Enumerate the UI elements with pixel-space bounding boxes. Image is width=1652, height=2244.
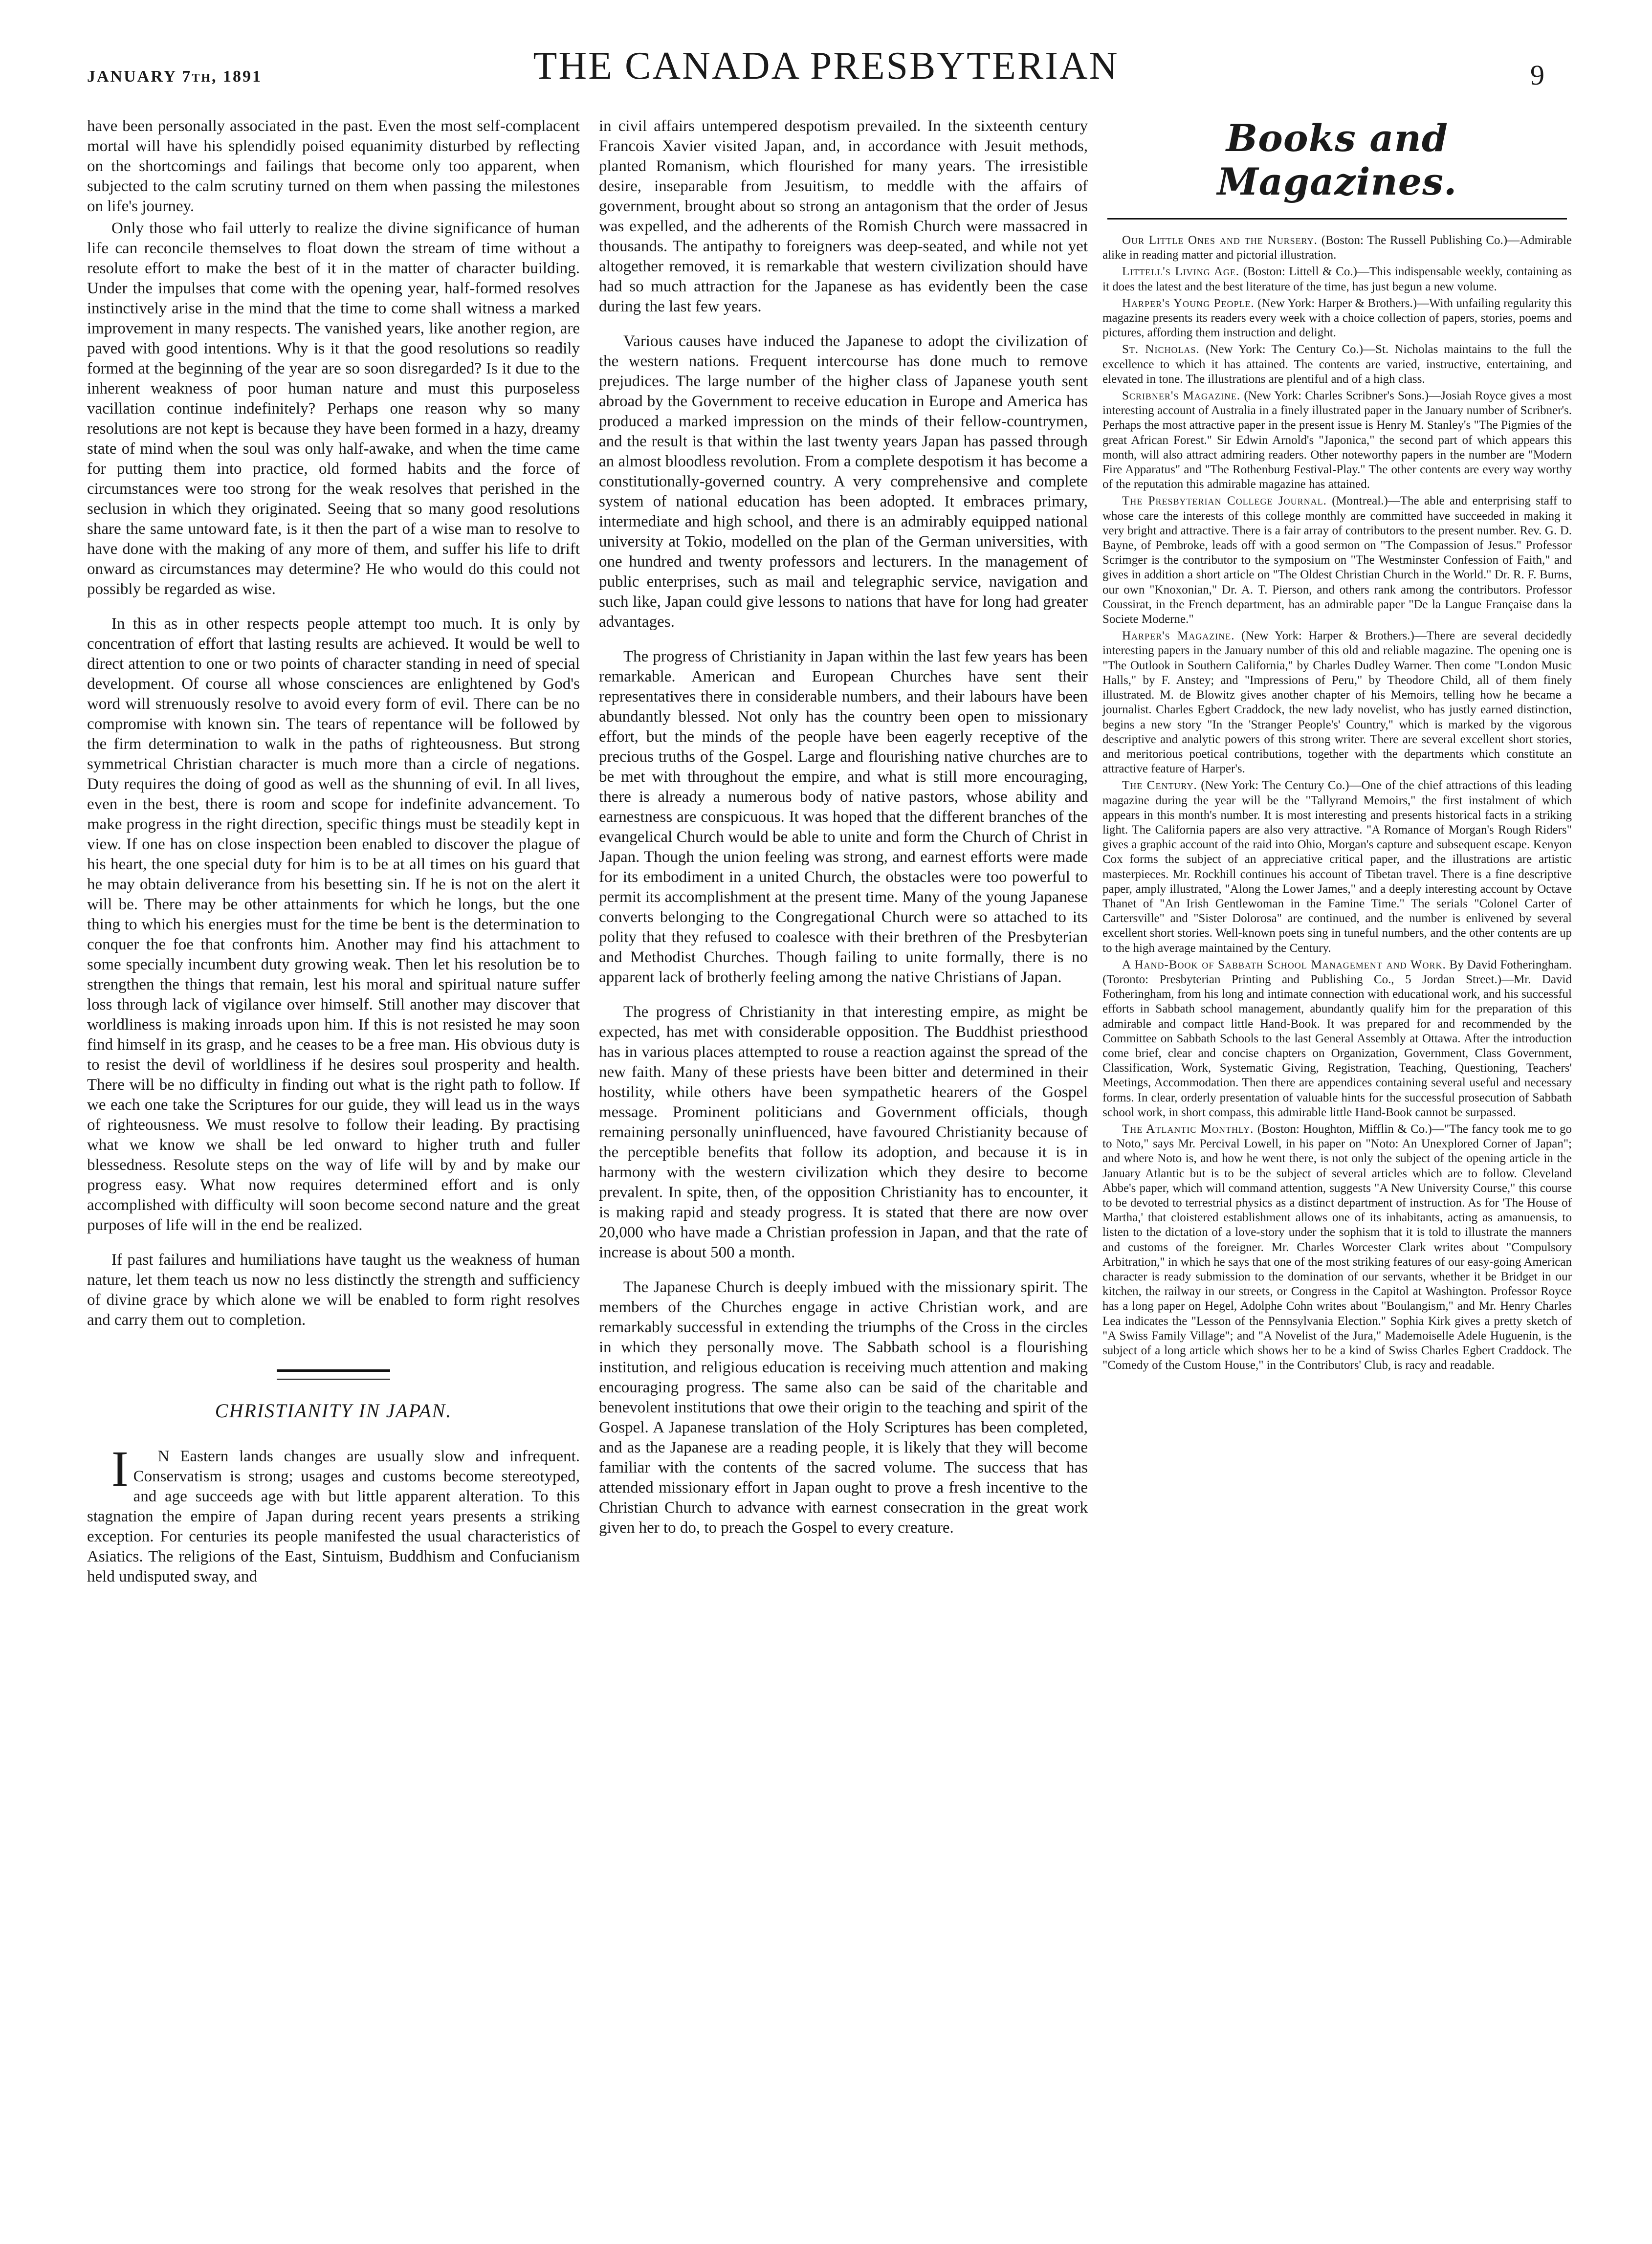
review-body: By David Fotheringham. (Toronto: Presbyterian Printing and Publishing Co., 5 Jordan Street.)—Mr. David Fotheringham, from his long and intimate connection with educational work, and his successful efforts in Sabbath school management, abundantly qualify him for the preparation of this admirable and compact little Hand-Book. It was prepared for and recommended by the Committee on Sabbath Schools to the last General Assembly at Ottawa. After the introduction come brief, clear and concise chapters on Organization, Government, Class Government, Classification, Work, Systematic Giving, Registration, Teaching, Questioning, Teachers' Meetings, Accommodation. Then there are appendices containing several useful and necessary forms. In clear, orderly presentation of valuable hints for the successful prosecution of Sabbath school work, in short compass, this admirable little Hand-Book cannot be surpassed. xyxy=(1102,958,1572,1119)
title-rule xyxy=(1107,218,1567,220)
review-entry xyxy=(1102,233,1572,263)
review-entry xyxy=(1102,494,1572,627)
column-2 xyxy=(599,116,1088,1540)
paragraph: In this as in other respects people attempt too much. It is only by concentration of effort that lasting results are achieved. It would be well to direct attention to one or two points of character standing in need of special development. Of course all whose consciences are enlightened by God's word will strenuously resolve to avoid every form of evil. There can be no compromise with known sin. The tears of repentance will be followed by the firm determination to walk in the paths of righteousness. But strong symmetrical Christian character is much more than a circle of negations. Duty requires the doing of good as well as the shunning of evil. In all lives, even in the best, there is room and scope for indefinite advancement. To make progress in the right direction, specific things must be steadily kept in view. If one has on close inspection been enabled to discover the plague of his heart, the one special duty for him is to be at all times on his guard that he may obtain deliverance from his besetting sin. If he is not on the alert it will be. There may be other attainments for which he longs, but the one thing to which his energies must for the time be bent is the determination to conquer the foe that confronts him. Another may find his attachment to some specially incumbent duty growing weak. Then let his resolution be to strengthen the things that remain, lest his moral and spiritual nature suffer loss through lack of vigilance over himself. Still another may discover that worldliness is making inroads upon him. If this is not resisted he may soon find himself in its grasp, and he ceases to be a free man. His obvious duty is to resist the devil of worldliness if he desires soul prosperity and health. There will be no difficulty in finding out what is the right path to follow. If we each one take the Scriptures for our guide, they will lead us in the ways of righteousness. We must resolve to follow their leading. By practising what we know we shall be led onward to higher truth and fuller blessedness. Resolute steps on the way of life will by and by make our progress easy. What now requires determined effort and is only accomplished with difficulty will soon become second nature and the great purposes of life will in the end be realized. xyxy=(87,615,580,1234)
review-entry xyxy=(1102,389,1572,492)
review-head: The Presbyterian College Journal. xyxy=(1122,494,1327,508)
review-head: Scribner's Magazine. xyxy=(1122,389,1241,403)
review-body: (Boston: The Russell Publishing Co.)—Admirable alike in reading matter and pictorial illustration. xyxy=(1102,234,1572,262)
review-body: (Boston: Littell & Co.)—This indispensable weekly, containing as it does the latest and the best literature of the time, has just begun a new volume. xyxy=(1102,265,1572,293)
review-entry xyxy=(1102,629,1572,776)
article-opening xyxy=(87,1441,580,1587)
review-head: The Atlantic Monthly. xyxy=(1122,1122,1254,1136)
section-divider xyxy=(277,1369,390,1380)
column-3 xyxy=(1102,116,1572,1375)
review-head: The Century. xyxy=(1122,779,1197,792)
page-header xyxy=(0,44,1652,103)
paragraph: Various causes have induced the Japanese to adopt the civilization of the western nations. Frequent intercourse has done much to remove prejudices. The large number of the higher class of Japanese youth sent abroad by the Government to receive education in Europe and America has produced a marked impression on the minds of their fellow-countrymen, and the result is that within the last twenty years Japan has passed through an almost bloodless revolution. From a complete despotism it has become a constitutionally-governed country. A very comprehensive and complete system of national education has been adopted. It embraces primary, intermediate and high school, and there is an admirably equipped national university at Tokio, modelled on the plan of the German universities, with one hundred and twenty professors and lecturers. In the management of public enterprises, such as mail and telegraphic service, navigation and such like, Japan could give lessons to nations that have for long had greater advantages. xyxy=(599,332,1088,631)
review-body: (New York: The Century Co.)—St. Nicholas maintains to the full the excellence to which it has attained. The contents are varied, instructive, entertaining, and elevated in tone. The illustrations are plentiful and of a high class. xyxy=(1102,343,1572,386)
review-body: (New York: Harper & Brothers.)—There are several decidedly interesting papers in the January number of this old and reliable magazine. The opening one is "The Outlook in Southern California," by Charles Dudley Warner. Then come "London Music Halls," by F. Anstey; and "Impressions of Peru," by Theodore Child, all of them finely illustrated. M. de Blowitz gives another chapter of his Memoirs, telling how he became a journalist. Charles Egbert Craddock, the new lady novelist, who has justly earned distinction, begins a new story "In the 'Stranger People's' Country," which is marked by the vigorous descriptive and analytic powers of this strong writer. There are several excellent short stories, and meritorious poetical contributions, together with the departments which constitute an attractive feature of Harper's. xyxy=(1102,629,1572,776)
page-number: 9 xyxy=(1530,59,1544,91)
opening-text: N Eastern lands changes are usually slow and infrequent. Conservatism is strong; usages and customs become stereotyped, and age succeeds age with but little apparent alteration. To this stagnation the empire of Japan during recent years presents a striking exception. For centuries its people manifested the usual characteristics of Asiatics. The religions of the East, Sintuism, Buddhism and Confucianism held undisputed sway, and xyxy=(87,1448,580,1585)
paragraph: If past failures and humiliations have taught us the weakness of human nature, let them teach us now no less distinctly the strength and sufficiency of divine grace by which alone we will be enabled to form right resolves and carry them out to completion. xyxy=(87,1251,580,1329)
review-head: St. Nicholas. xyxy=(1122,343,1200,356)
paragraph: in civil affairs untempered despotism prevailed. In the sixteenth century Francois Xavier visited Japan, and, in accordance with Jesuit methods, planted Romanism, which flourished for many years. The irresistible desire, inseparable from Jesuitism, to meddle with the affairs of government, brought about so strong an antagonism that the order of Jesus was expelled, and the adherents of the Romish Church were massacred in thousands. The antipathy to foreigners was deep-seated, and while not yet altogether removed, it is remarkable that western civilization should have had so much attraction for the Japanese as has evidently been the case during the last few years. xyxy=(599,117,1088,315)
review-head: Harper's Magazine. xyxy=(1122,629,1235,643)
review-head: Our Little Ones and the Nursery. xyxy=(1122,234,1318,247)
review-head: A Hand-Book of Sabbath School Management and Work. xyxy=(1122,958,1446,971)
review-entry xyxy=(1102,342,1572,387)
paragraph: The progress of Christianity in Japan within the last few years has been remarkable. American and European Churches have sent their representatives there in considerable numbers, and their labours have been abundantly blessed. Not only has the country been open to missionary effort, but the minds of the people have been eagerly receptive of the precious truths of the Gospel. Large and flourishing native churches are to be met with throughout the empire, and what is still more encouraging, there is already a numerous body of native pastors, whose ability and earnestness are conspicuous. It was hoped that the different branches of the evangelical Church would be able to unite and form the Church of Christ in Japan. Though the union feeling was strong, and earnest efforts were made for its embodiment in a united Church, the obstacles were too powerful to permit its accomplishment at the present time. Many of the young Japanese converts belonging to the Congregational Church were so attached to its polity that they refused to coalesce with their brethren of the Presbyterian and Methodist Churches. Though failing to unite formally, there is no apparent lack of brotherly feeling among the native Christians of Japan. xyxy=(599,648,1088,986)
masthead-title: THE CANADA PRESBYTERIAN xyxy=(533,44,1119,88)
paragraph: Only those who fail utterly to realize the divine significance of human life can reconcile themselves to float down the stream of time without a resolute effort to make the best of it in the matter of character building. Under the impulses that come with the opening year, half-formed resolves instinctively arise in the mind that the time to come shall witness a marked improvement in many respects. The vanished years, like another region, are paved with good intentions. Why is it that the good resolutions so readily formed at the beginning of the year are so soon disregarded? Is it due to the inherent weakness of poor human nature and must this purposeless vacillation continue indefinitely? Perhaps one reason why so many resolutions are not kept is because they have been formed in a hazy, dreamy state of mind when the soul was only half-awake, and when the time came for putting them into practice, old formed habits and the force of circumstances were too strong for the weak resolves that perished in the seclusion in which they originated. Seeing that so many good resolutions share the same untoward fate, is it then the part of a wise man to resolve to have done with the making of any more of them, and suffer his life to drift onward as circumstances may determine? He who would do this could not possibly be regarded as wise. xyxy=(87,220,580,598)
review-body: (New York: The Century Co.)—One of the chief attractions of this leading magazine during the year will be the "Tallyrand Memoirs," the first instalment of which appears in this month's number. It is most interesting and presents historical facts in a striking light. The California papers are also very attractive. "A Romance of Morgan's Rough Riders" gives a graphic account of the raid into Ohio, Morgan's capture and subsequent escape. Kenyon Cox forms the subject of an appreciative critical paper, and the illustrations are artistic masterpieces. Mr. Rockhill continues his account of Tibetan travel. There is a fine descriptive paper, amply illustrated, "Along the Lower James," and a deeply interesting account by Octave Thanet of "An Irish Gentlewoman in the Famine Time." The serials "Colonel Carter of Cartersville" and "Sister Dolorosa" are continued, and the number is enlivened by several excellent short stories. Well-known poets sing in tuneful numbers, and the other contents are up to the high average maintained by the Century. xyxy=(1102,779,1572,955)
section-title: CHRISTIANITY IN JAPAN. xyxy=(215,1400,452,1422)
review-head: Littell's Living Age. xyxy=(1122,265,1240,279)
review-entry xyxy=(1102,296,1572,341)
reviews-list xyxy=(1102,233,1572,1373)
review-head: Harper's Young People. xyxy=(1122,296,1255,310)
review-entry xyxy=(1102,958,1572,1120)
paragraph: The Japanese Church is deeply imbued with the missionary spirit. The members of the Churches engage in active Christian work, and are remarkably successful in extending the triumphs of the Cross in the circles in which they personally move. The Sabbath school is a flourishing institution, and religious education is receiving much attention and making encouraging progress. The same also can be said of the charitable and benevolent institutions that owe their origin to the teaching and spirit of the Gospel. A Japanese translation of the Holy Scriptures has been completed, and as the Japanese are a reading people, it is likely that they will become familiar with the contents of the sacred volume. The success that has attended missionary effort in Japan ought to prove a fresh incentive to the Christian Church to advance with earnest consecration in the great work given her to do, to preach the Gospel to every creature. xyxy=(599,1278,1088,1537)
review-entry xyxy=(1102,778,1572,955)
review-entry xyxy=(1102,1122,1572,1373)
drop-cap: I xyxy=(111,1441,129,1497)
review-body: (Montreal.)—The able and enterprising staff to whose care the interests of this college monthly are committed have succeeded in making it very bright and attractive. There is a fair array of contributors to the present number. Rev. G. D. Bayne, of Pembroke, leads off with a good sermon on "The Compassion of Jesus." Professor Scrimger is the contributor to the symposium on "The Westminster Confession of Faith," and gives in addition a short article on "The Oldest Christian Church in the World." Dr. R. F. Burns, our own "Knoxonian," Dr. A. T. Pierson, and others rank among the contributors. Professor Coussirat, in the French department, has an admirable paper "De la Langue Française dans la Societe Moderne." xyxy=(1102,494,1572,626)
column-1 xyxy=(87,116,580,1589)
review-body: (Boston: Houghton, Mifflin & Co.)—"The fancy took me to go to Noto," says Mr. Percival Lowell, in his paper on "Noto: An Unexplored Corner of Japan"; and where Noto is, and how he went there, is not only the subject of the opening article in the January Atlantic but is to be the subject of several articles which are to follow. Cleveland Abbe's paper, which will command attention, suggests "A New University Course," this course to be devoted to terrestrial physics as a distinct department of instruction. As for 'The House of Martha,' that cloistered establishment allows one of its inhabitants, acting as amanuensis, to listen to the dictation of a love-story under the sophism that it is told to illustrate the manners and customs of the foreigner. Mr. Charles Worcester Clark writes about "Compulsory Arbitration," in which he says that one of the most striking features of our easy-going American character is ready submission to the domination of our servants, whether it be Bridget in our kitchen, the railway in our streets, or Congress in the Capitol at Washington. Professor Royce has a long paper on Hegel, Adolphe Cohn writes about "Boulangism," and Mr. Henry Charles Lea indicates the "Lesson of the Pennsylvania Election." Sophia Kirk gives a pretty sketch of "A Swiss Family Village"; and "A Novelist of the Jura," Mademoiselle Adele Huguenin, is the subject of a long article which shows her to be a kind of Swiss Charles Egbert Craddock. The "Comedy of the Custom House," in the Contributors' Club, is racy and readable. xyxy=(1102,1122,1572,1372)
paragraph: The progress of Christianity in that interesting empire, as might be expected, has met with considerable opposition. The Buddhist priesthood has in various places attempted to rouse a reaction against the spread of the new faith. Many of these priests have been bitter and determined in their hostility, while others have been sympathetic hearers of the Gospel message. Prominent politicians and Government officials, though remaining personally uninfluenced, have favoured Christianity because of the perceptible benefits that follow its adoption, and because it is in harmony with the western civilization which they desire to become prevalent. In spite, then, of the opposition Christianity has to encounter, it is making rapid and steady progress. It is stated that there are now over 20,000 who have made a Christian profession in Japan, and that the rate of increase is about 500 a month. xyxy=(599,1003,1088,1261)
issue-date: JANUARY 7th, 1891 xyxy=(87,67,263,86)
review-body: (New York: Charles Scribner's Sons.)—Josiah Royce gives a most interesting account of Australia in a finely illustrated paper in the January number of Scribner's. Perhaps the most attractive paper in the present issue is Henry M. Stanley's "The Pigmies of the great African Forest." Sir Edwin Arnold's "Japonica," the second part of which appears this month, will also attract admiring readers. Other noteworthy papers in the number are "Modern Fire Apparatus" and "The Rothenburg Festival-Play." The other contents are every way worthy of the reputation this admirable magazine has attained. xyxy=(1102,389,1572,491)
paragraph: have been personally associated in the past. Even the most self-complacent mortal will have his splendidly poised equanimity disturbed by reflecting on the shortcomings and failings that become only too apparent, when subjected to the calm scrutiny turned on them when passing the milestones on life's journey. xyxy=(87,117,580,215)
review-body: (New York: Harper & Brothers.)—With unfailing regularity this magazine presents its readers every week with a choice collection of papers, stories, poems and pictures, affording them instruction and delight. xyxy=(1102,296,1572,340)
books-magazines-title: Books and Magazines. xyxy=(1217,116,1457,203)
review-entry xyxy=(1102,264,1572,294)
